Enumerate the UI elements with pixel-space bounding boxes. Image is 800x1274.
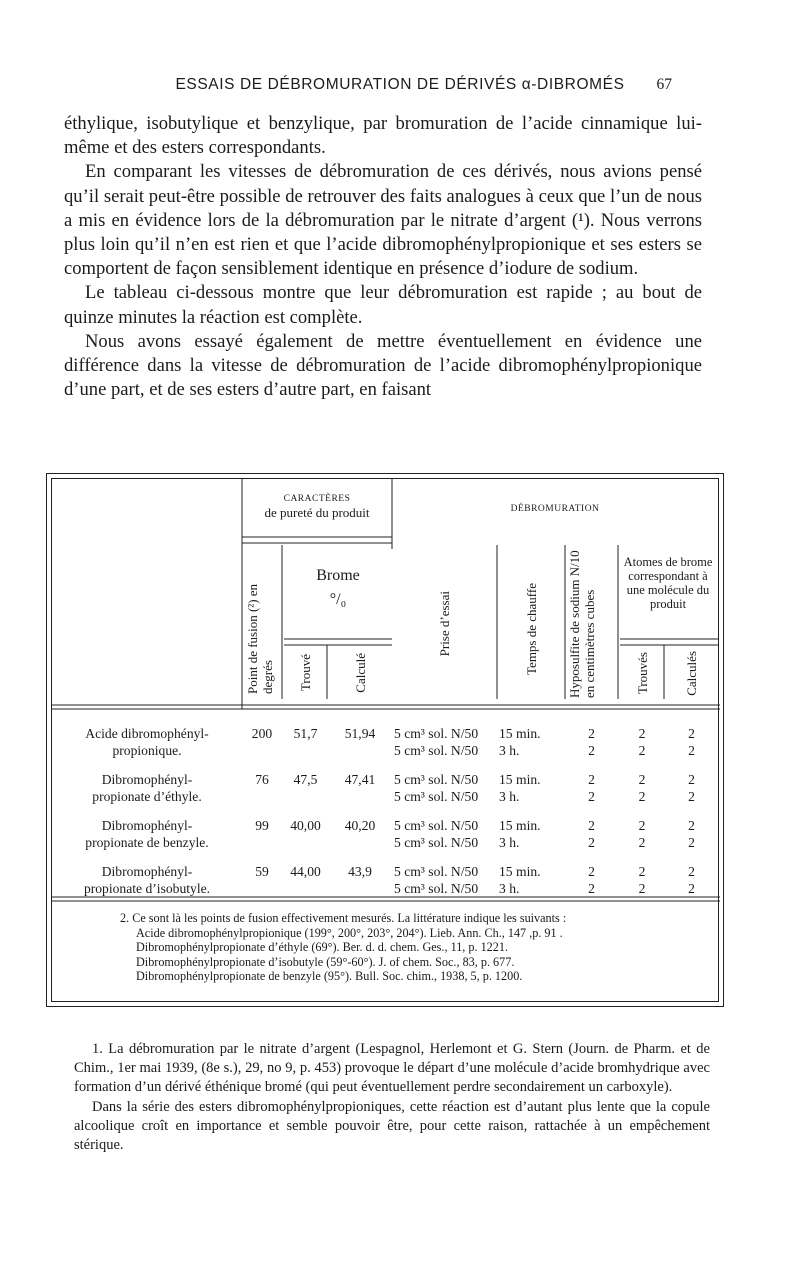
row-compound-name: Dibromophényl- propionate d’éthyle. [92,772,202,804]
row-temps-chauffe: 15 min. 3 h. [499,772,541,804]
row-atomes-trouves: 2 2 [638,772,646,804]
col-trouve: Trouvé [298,654,313,692]
row-atomes-calcules: 2 2 [688,818,695,850]
row-prise-essai: 5 cm³ sol. N/50 5 cm³ sol. N/50 [394,772,479,804]
row-hyposulfite: 2 2 [588,772,595,804]
results-table-frame [46,473,724,1007]
body-text [64,112,702,402]
row-hyposulfite: 2 2 [588,726,595,758]
header-caracteres: CARACTÈRES de pureté du produit [264,494,370,520]
row-atomes-calcules: 2 2 [688,772,695,804]
paragraph: En comparant les vitesses de débromuration de ces dérivés, nous avions pensé qu’il serait peut-être possible de retrouver des faits analogues à ceux que l’un de nous a mis en évidence lors de la débromuration par le nitrate d’argent (¹). Nous verrons plus loin qu’il n’en est rien et que l’acide dibromophénylpropionique et ses esters se comportent de façon sensiblement identique en présence d’iodure de sodium. [64,161,702,280]
row-atomes-trouves: 2 2 [638,818,646,850]
row-temps-chauffe: 15 min. 3 h. [499,818,541,850]
row-brome-calcule: 51,94 [344,726,376,741]
running-header [0,76,800,100]
row-brome-trouve: 51,7 [293,726,318,741]
col-brome: Brome °/₀ [316,567,360,608]
col-calcule: Calculé [352,653,368,693]
row-fusion-value: 200 [251,726,273,741]
col-calcules: Calculés [684,650,699,696]
row-temps-chauffe: 15 min. 3 h. [499,726,541,758]
row-brome-trouve: 47,5 [293,772,318,787]
row-temps-chauffe: 15 min. 3 h. [499,864,541,896]
row-fusion-value: 99 [255,818,269,833]
table-footnote: 2. Ce sont là les points de fusion effectivement mesurés. La littérature indique les suivants : Acide dibromophénylpropionique (199°, 200°, 203°, 204°). Lieb. Ann. Ch., 147 ,p. 91 . Dibromophénylpropionate d’éthyle (69°). Ber. d. d. chem. Ges., 11, p. 1221. Dibromophénylpropionate d’isobutyle (59°-60°). J. of chem. Soc., 83, p. 677. Dibromophénylpropionate de benzyle (95°). Bull. Soc. chim., 1938, 5, p. 1200. [120,911,708,984]
row-fusion-value: 76 [255,772,269,787]
footnote: Dans la série des esters dibromophénylpropioniques, cette réaction est d’autant plus lente que la copule alcoolique croît en importance et semble pouvoir être, pour cette raison, rattachée à un empêchement stérique. [74,1098,710,1154]
row-fusion-value: 59 [255,864,269,879]
row-brome-calcule: 40,20 [344,818,376,833]
row-prise-essai: 5 cm³ sol. N/50 5 cm³ sol. N/50 [394,864,479,896]
table-note-line: Dibromophénylpropionate d’isobutyle (59°-60°). J. of chem. Soc., 83, p. 677. [136,954,515,969]
row-hyposulfite: 2 2 [588,864,595,896]
row-compound-name: Dibromophényl- propionate de benzyle. [85,818,209,850]
table-note-line: Dibromophénylpropionate de benzyle (95°). Bull. Soc. chim., 1938, 5, p. 1200. [136,969,523,984]
row-brome-trouve: 44,00 [290,864,321,879]
row-prise-essai: 5 cm³ sol. N/50 5 cm³ sol. N/50 [394,726,479,758]
paragraph: Le tableau ci-dessous montre que leur débromuration est rapide ; au bout de quinze minutes la réaction est complète. [64,282,702,328]
page-footnotes [74,1040,710,1155]
running-title: ESSAIS DE DÉBROMURATION DE DÉRIVÉS α-DIBROMÉS [175,76,625,93]
col-atomes: Atomes de brome correspondant à une molécule du produit [623,555,713,611]
row-atomes-trouves: 2 2 [638,726,646,758]
col-temps: Temps de chauffe [523,583,539,675]
page-number: 67 [656,76,672,93]
row-atomes-trouves: 2 2 [638,864,646,896]
header-debromuration: DÉBROMURATION [510,504,600,514]
paragraph: éthylique, isobutylique et benzylique, par bromuration de l’acide cinnamique lui-même et des esters correspondants. [64,113,702,159]
row-brome-calcule: 47,41 [344,772,376,787]
col-trouves: Trouvés [634,651,650,695]
row-hyposulfite: 2 2 [588,818,595,850]
row-brome-calcule: 43,9 [348,864,372,879]
col-hyposulfite: Hyposulfite de sodium N/10 en centimètres cubes [566,550,597,698]
row-compound-name: Dibromophényl- propionate d’isobutyle. [83,864,211,896]
row-compound-name: Acide dibromophényl- propionique. [85,726,209,758]
table-note-line: Acide dibromophénylpropionique (199°, 200°, 203°, 204°). Lieb. Ann. Ch., 147 ,p. 91 . [136,925,563,940]
results-table-inner [51,478,719,1002]
table-note-line: Dibromophénylpropionate d’éthyle (69°). Ber. d. d. chem. Ges., 11, p. 1221. [136,940,509,955]
col-prise: Prise d’essai [437,591,452,657]
footnote: 1. La débromuration par le nitrate d’argent (Lespagnol, Herlemont et G. Stern (Journ. de Pharm. et de Chim., 1er mai 1939, (8e s.), 29, no 9, p. 453) provoque le départ d’une molécule d’acide bromhydrique avec formation d’un dérivé éthénique bromé (qui peut éventuellement perdre secondairement un carboxyle). [74,1041,710,1096]
row-prise-essai: 5 cm³ sol. N/50 5 cm³ sol. N/50 [394,818,479,850]
paragraph: Nous avons essayé également de mettre éventuellement en évidence une différence dans la vitesse de débromuration de l’acide dibromophénylpropionique d’une part, et de ses esters d’autre part, en faisant [64,330,702,401]
row-atomes-calcules: 2 2 [688,726,695,758]
row-atomes-calcules: 2 2 [688,864,695,896]
col-fusion: Point de fusion (²) en degrés [245,583,275,694]
row-brome-trouve: 40,00 [290,818,321,833]
